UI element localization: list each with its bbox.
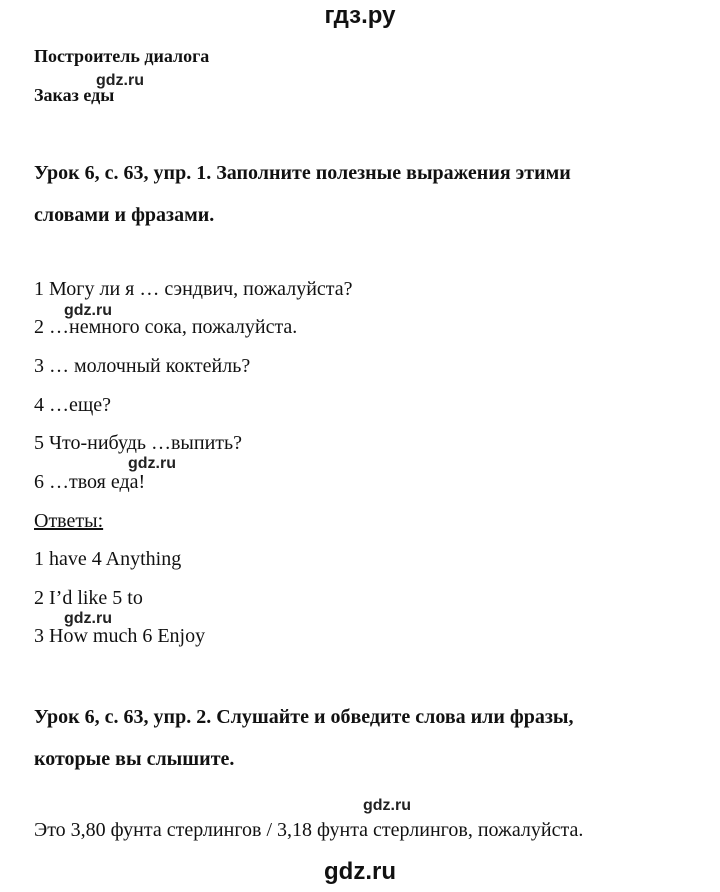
watermark: gdz.ru [64, 610, 112, 627]
exercise-item: 5 Что-нибудь …выпить? [34, 432, 243, 454]
watermark: gdz.ru [363, 797, 411, 814]
exercise1-heading-line2: словами и фразами. [34, 204, 215, 226]
exercise1-heading-line1: Урок 6, с. 63, упр. 1. Заполните полезные выражения этими [34, 162, 571, 184]
answer-item: 2 I’d like 5 to [34, 587, 143, 609]
watermark: gdz.ru [64, 302, 112, 319]
section-subtitle: Заказ еды [34, 85, 115, 105]
exercise2-text: Это 3,80 фунта стерлингов / 3,18 фунта стерлингов, пожалуйста. [34, 819, 584, 841]
exercise2-heading-line2: которые вы слышите. [34, 748, 235, 770]
answer-item: 1 have 4 Anything [34, 548, 182, 570]
exercise2-heading-line1: Урок 6, с. 63, упр. 2. Слушайте и обведите слова или фразы, [34, 706, 574, 728]
footer-watermark: gdz.ru [324, 858, 396, 885]
site-header: гдз.ру [324, 2, 396, 29]
section-title: Построитель диалога [34, 46, 210, 66]
exercise-item: 1 Могу ли я … сэндвич, пожалуйста? [34, 278, 353, 300]
exercise-item: 3 … молочный коктейль? [34, 355, 251, 377]
watermark: gdz.ru [128, 455, 176, 472]
answer-item: 3 How much 6 Enjoy [34, 625, 206, 647]
watermark: gdz.ru [96, 72, 144, 89]
exercise-item: 6 …твоя еда! [34, 471, 146, 493]
answers-label: Ответы: [34, 510, 104, 532]
exercise-item: 2 …немного сока, пожалуйста. [34, 316, 298, 338]
exercise-item: 4 …еще? [34, 394, 112, 416]
